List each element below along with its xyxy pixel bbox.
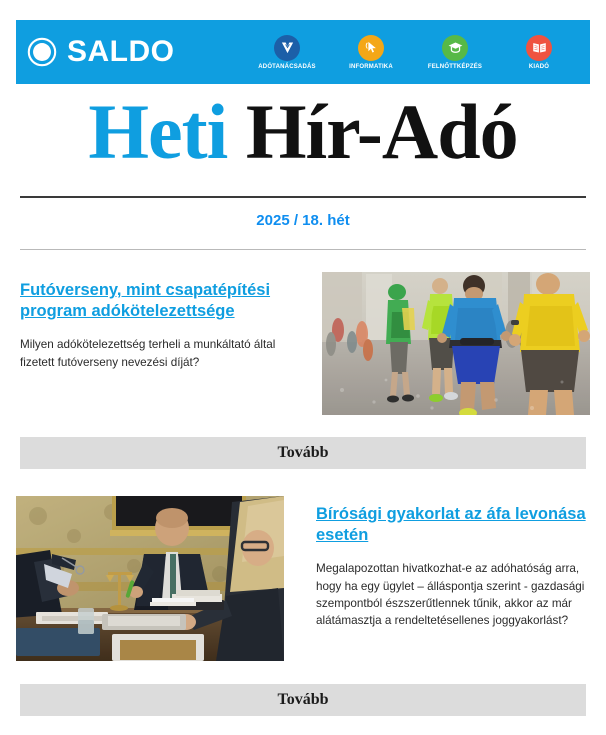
shield-v-icon — [274, 35, 300, 61]
masthead — [16, 86, 590, 178]
nav-label-felnottkepzes: FELNŐTTKÉPZÉS — [427, 63, 483, 70]
saldo-s-monogram-icon — [26, 36, 58, 68]
article-summary-1: Milyen adókötelezettség terheli a munkáltató által fizetett futóverseny nevezési díját? — [20, 338, 276, 369]
divider-bottom — [20, 249, 586, 250]
graduation-cap-icon — [442, 35, 468, 61]
left-gutter — [0, 0, 16, 735]
article-title-link-2[interactable]: Bírósági gyakorlat az áfa levonása esetén — [316, 505, 586, 545]
open-book-icon — [526, 35, 552, 61]
more-button-1[interactable]: Tovább — [20, 437, 586, 469]
article-row-1 — [16, 272, 590, 415]
more-button-2[interactable]: Tovább — [20, 684, 586, 716]
nav-label-adotanacsadas: ADÓTANÁCSADÁS — [258, 63, 316, 70]
article-text-1 — [16, 272, 298, 371]
article-separator — [16, 474, 590, 492]
article-block-2 — [16, 496, 590, 661]
header-nav — [250, 35, 582, 70]
issue-dateline: 2025 / 18. hét — [256, 212, 350, 229]
brand-name: SALDO — [67, 35, 175, 68]
divider-top — [20, 196, 586, 198]
brand-logo[interactable] — [26, 36, 175, 68]
masthead-word-hirado: Hír-Adó — [245, 88, 518, 175]
masthead-word-heti: Heti — [88, 88, 228, 175]
article-block-1 — [16, 272, 590, 415]
nav-item-felnottkepzes[interactable] — [418, 35, 492, 70]
article-image-1 — [322, 272, 590, 415]
masthead-title — [88, 88, 518, 175]
nav-item-informatika[interactable] — [334, 35, 408, 70]
nav-label-informatika: INFORMATIKA — [349, 63, 393, 70]
nav-item-kiado[interactable] — [502, 35, 576, 70]
right-gutter — [590, 0, 606, 735]
article-row-2 — [16, 496, 590, 661]
article-text-2 — [308, 496, 590, 629]
nav-item-adotanacsadas[interactable] — [250, 35, 324, 70]
article-title-link-1[interactable]: Futóverseny, mint csapatépítési program adókötelezettsége — [20, 281, 271, 321]
article-image-2 — [16, 496, 284, 661]
mouse-cursor-icon — [358, 35, 384, 61]
article-summary-2: Megalapozottan hivatkozhat-e az adóhatóság arra, hogy ha egy ügylet – álláspontja szerint - gazdasági szempontból észszerűtlennek tűnik, akkor az már alátámasztja a rendeltetésellenes joggyakorlást? — [316, 562, 585, 628]
header-bar — [16, 20, 590, 84]
nav-label-kiado: KIADÓ — [528, 63, 550, 70]
